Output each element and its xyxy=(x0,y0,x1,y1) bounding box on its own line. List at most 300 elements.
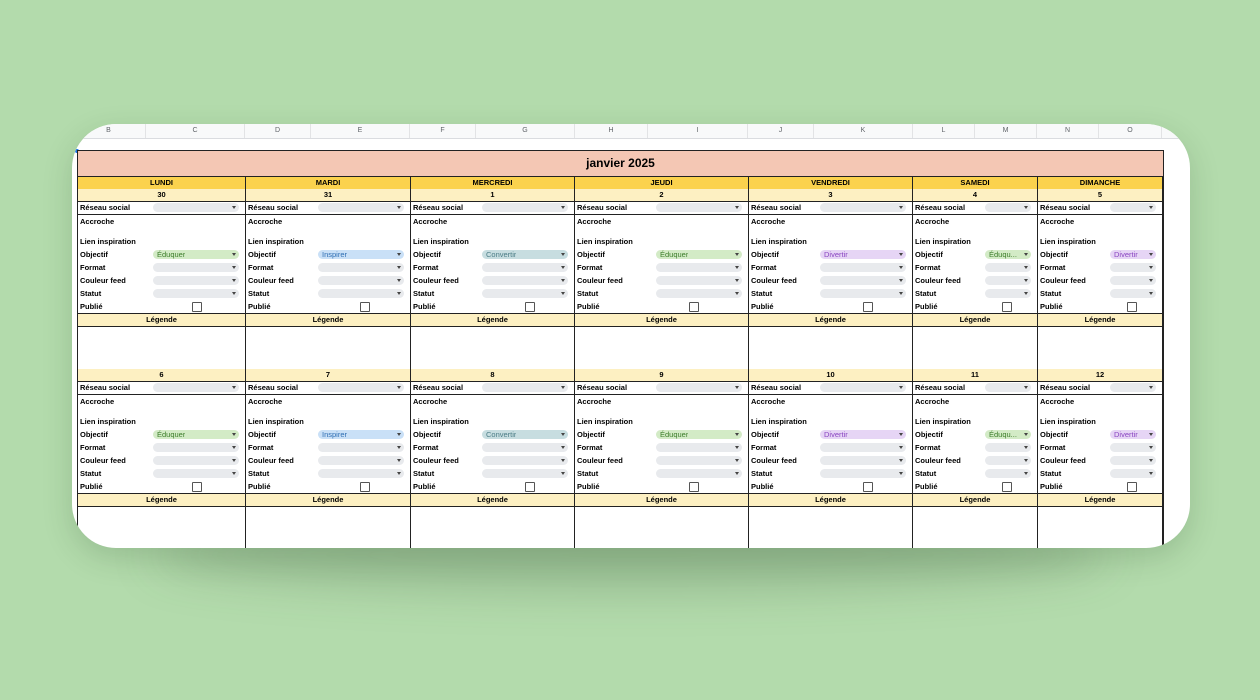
chevron-down-icon xyxy=(1024,206,1028,209)
week-2 xyxy=(78,369,1163,548)
statut-dropdown[interactable] xyxy=(985,289,1031,298)
column-header-f[interactable]: F xyxy=(410,124,476,138)
day-cell xyxy=(411,369,575,548)
couleur-dropdown[interactable] xyxy=(153,276,239,285)
objectif-dropdown[interactable] xyxy=(1110,250,1156,259)
dropdown-value: Inspirer xyxy=(322,430,348,439)
format-dropdown[interactable] xyxy=(318,263,404,272)
field-publie xyxy=(1038,480,1162,493)
reseau-dropdown[interactable] xyxy=(1110,383,1156,392)
couleur-dropdown[interactable] xyxy=(482,276,568,285)
chevron-down-icon xyxy=(1149,446,1153,449)
chevron-down-icon xyxy=(1024,446,1028,449)
field-accroche xyxy=(575,215,748,228)
chevron-down-icon xyxy=(735,446,739,449)
statut-dropdown[interactable] xyxy=(153,469,239,478)
field-label: Objectif xyxy=(80,430,108,439)
day-number: 11 xyxy=(913,369,1037,382)
day-number: 4 xyxy=(913,189,1037,202)
field-label: Objectif xyxy=(1040,250,1068,259)
couleur-dropdown[interactable] xyxy=(985,456,1031,465)
field-lien xyxy=(1038,235,1162,248)
field-lien xyxy=(1038,415,1162,428)
field-accroche xyxy=(1038,215,1162,228)
published-checkbox[interactable] xyxy=(1002,302,1012,312)
reseau-dropdown[interactable] xyxy=(318,203,404,212)
field-label: Statut xyxy=(80,289,102,298)
field-statut xyxy=(246,287,410,300)
field-label: Réseau social xyxy=(915,383,966,392)
couleur-dropdown[interactable] xyxy=(820,276,906,285)
format-dropdown[interactable] xyxy=(985,443,1031,452)
field-label: Format xyxy=(413,263,439,272)
objectif-dropdown[interactable] xyxy=(985,250,1031,259)
reseau-dropdown[interactable] xyxy=(153,383,239,392)
chevron-down-icon xyxy=(899,253,903,256)
field-objectif xyxy=(913,428,1037,441)
reseau-dropdown[interactable] xyxy=(985,383,1031,392)
chevron-down-icon xyxy=(1024,266,1028,269)
published-checkbox[interactable] xyxy=(689,302,699,312)
field-label: Lien inspiration xyxy=(915,237,971,246)
statut-dropdown[interactable] xyxy=(985,469,1031,478)
field-label: Réseau social xyxy=(80,203,131,212)
field-statut xyxy=(411,467,574,480)
day-cell xyxy=(246,369,411,548)
chevron-down-icon xyxy=(735,472,739,475)
field-statut xyxy=(913,287,1037,300)
day-number: 6 xyxy=(78,369,245,382)
day-number: 5 xyxy=(1038,189,1162,202)
field-publie xyxy=(575,300,748,313)
chevron-down-icon xyxy=(735,292,739,295)
published-checkbox[interactable] xyxy=(192,302,202,312)
day-number: 10 xyxy=(749,369,912,382)
field-couleur xyxy=(246,274,410,287)
field-lien xyxy=(78,415,245,428)
field-format xyxy=(78,261,245,274)
field-accroche xyxy=(1038,395,1162,408)
chevron-down-icon xyxy=(397,266,401,269)
legend-header: Légende xyxy=(749,493,912,507)
chevron-down-icon xyxy=(232,472,236,475)
chevron-down-icon xyxy=(232,292,236,295)
day-cell xyxy=(913,369,1038,548)
legend-header: Légende xyxy=(575,493,748,507)
field-couleur xyxy=(749,454,912,467)
published-checkbox[interactable] xyxy=(1127,482,1137,492)
field-statut xyxy=(246,467,410,480)
column-header-c[interactable]: C xyxy=(146,124,245,138)
field-label: Format xyxy=(248,263,274,272)
format-dropdown[interactable] xyxy=(656,263,742,272)
format-dropdown[interactable] xyxy=(820,263,906,272)
field-statut xyxy=(78,287,245,300)
field-accroche xyxy=(575,395,748,408)
field-label: Statut xyxy=(248,469,270,478)
day-cell xyxy=(78,189,246,371)
field-label: Lien inspiration xyxy=(413,237,469,246)
field-couleur xyxy=(575,274,748,287)
objectif-dropdown[interactable] xyxy=(985,430,1031,439)
weekday-1: LUNDI xyxy=(78,177,246,189)
day-number: 7 xyxy=(246,369,410,382)
reseau-dropdown[interactable] xyxy=(820,383,906,392)
field-reseau xyxy=(913,381,1037,395)
column-header-n[interactable]: N xyxy=(1037,124,1099,138)
field-couleur xyxy=(246,454,410,467)
day-cell xyxy=(1038,369,1163,548)
day-cell xyxy=(575,189,749,371)
field-publie xyxy=(749,300,912,313)
field-label: Accroche xyxy=(248,217,283,226)
chevron-down-icon xyxy=(735,433,739,436)
statut-dropdown[interactable] xyxy=(318,289,404,298)
field-format xyxy=(246,441,410,454)
field-label: Format xyxy=(80,443,106,452)
statut-dropdown[interactable] xyxy=(482,289,568,298)
field-objectif xyxy=(575,428,748,441)
reseau-dropdown[interactable] xyxy=(153,203,239,212)
chevron-down-icon xyxy=(1149,279,1153,282)
field-label: Statut xyxy=(1040,289,1062,298)
format-dropdown[interactable] xyxy=(820,443,906,452)
field-publie xyxy=(411,300,574,313)
dropdown-value: Inspirer xyxy=(322,250,348,259)
field-label: Lien inspiration xyxy=(577,417,633,426)
field-label: Accroche xyxy=(577,397,612,406)
field-reseau xyxy=(78,381,245,395)
field-label: Accroche xyxy=(1040,397,1075,406)
day-cell xyxy=(913,189,1038,371)
dropdown-value: Éduquer xyxy=(157,250,186,259)
field-statut xyxy=(575,467,748,480)
dropdown-value: Éduquer xyxy=(660,250,689,259)
field-lien xyxy=(246,235,410,248)
chevron-down-icon xyxy=(899,386,903,389)
field-label: Réseau social xyxy=(751,383,802,392)
field-reseau xyxy=(575,381,748,395)
field-label: Accroche xyxy=(751,397,786,406)
field-format xyxy=(749,261,912,274)
field-objectif xyxy=(1038,248,1162,261)
field-label: Publié xyxy=(1040,482,1063,491)
calendar-title: janvier 2025 xyxy=(78,151,1163,177)
column-header-e[interactable]: E xyxy=(311,124,410,138)
chevron-down-icon xyxy=(899,472,903,475)
field-label: Lien inspiration xyxy=(751,237,807,246)
field-accroche xyxy=(78,395,245,408)
couleur-dropdown[interactable] xyxy=(1110,456,1156,465)
field-label: Objectif xyxy=(577,250,605,259)
format-dropdown[interactable] xyxy=(482,263,568,272)
statut-dropdown[interactable] xyxy=(318,469,404,478)
reseau-dropdown[interactable] xyxy=(985,203,1031,212)
published-checkbox[interactable] xyxy=(1127,302,1137,312)
statut-dropdown[interactable] xyxy=(656,469,742,478)
objectif-dropdown[interactable] xyxy=(318,250,404,259)
field-label: Format xyxy=(751,443,777,452)
format-dropdown[interactable] xyxy=(656,443,742,452)
chevron-down-icon xyxy=(899,279,903,282)
field-label: Accroche xyxy=(1040,217,1075,226)
chevron-down-icon xyxy=(1149,206,1153,209)
field-format xyxy=(749,441,912,454)
field-publie xyxy=(913,300,1037,313)
couleur-dropdown[interactable] xyxy=(318,276,404,285)
objectif-dropdown[interactable] xyxy=(1110,430,1156,439)
objectif-dropdown[interactable] xyxy=(482,430,568,439)
couleur-dropdown[interactable] xyxy=(820,456,906,465)
weekday-7: DIMANCHE xyxy=(1038,177,1163,189)
column-header-k[interactable]: K xyxy=(814,124,913,138)
field-label: Publié xyxy=(751,302,774,311)
field-label: Format xyxy=(915,263,941,272)
field-couleur xyxy=(913,454,1037,467)
field-lien xyxy=(749,235,912,248)
field-label: Accroche xyxy=(80,397,115,406)
legend-header: Légende xyxy=(411,493,574,507)
column-header-j[interactable]: J xyxy=(748,124,814,138)
field-label: Couleur feed xyxy=(80,456,126,465)
dropdown-value: Éduqu... xyxy=(989,250,1017,259)
column-header-i[interactable]: I xyxy=(648,124,748,138)
statut-dropdown[interactable] xyxy=(1110,469,1156,478)
published-checkbox[interactable] xyxy=(360,482,370,492)
field-label: Publié xyxy=(413,302,436,311)
legend-header: Légende xyxy=(575,313,748,327)
statut-dropdown[interactable] xyxy=(656,289,742,298)
field-label: Statut xyxy=(413,289,435,298)
field-label: Réseau social xyxy=(1040,203,1091,212)
day-number: 30 xyxy=(78,189,245,202)
field-publie xyxy=(749,480,912,493)
field-couleur xyxy=(749,274,912,287)
chevron-down-icon xyxy=(397,206,401,209)
objectif-dropdown[interactable] xyxy=(153,430,239,439)
published-checkbox[interactable] xyxy=(1002,482,1012,492)
field-lien xyxy=(575,235,748,248)
objectif-dropdown[interactable] xyxy=(482,250,568,259)
couleur-dropdown[interactable] xyxy=(153,456,239,465)
column-header-d[interactable]: D xyxy=(245,124,311,138)
field-format xyxy=(246,261,410,274)
chevron-down-icon xyxy=(561,253,565,256)
reseau-dropdown[interactable] xyxy=(482,203,568,212)
column-header-m[interactable]: M xyxy=(975,124,1037,138)
chevron-down-icon xyxy=(561,292,565,295)
field-lien xyxy=(913,235,1037,248)
field-label: Format xyxy=(577,263,603,272)
column-header-bar xyxy=(72,124,1190,139)
day-number: 2 xyxy=(575,189,748,202)
field-accroche xyxy=(246,395,410,408)
chevron-down-icon xyxy=(561,279,565,282)
chevron-down-icon xyxy=(735,386,739,389)
field-objectif xyxy=(78,428,245,441)
field-accroche xyxy=(78,215,245,228)
dropdown-value: Divertir xyxy=(1114,250,1138,259)
couleur-dropdown[interactable] xyxy=(482,456,568,465)
field-label: Format xyxy=(248,443,274,452)
field-reseau xyxy=(1038,201,1162,215)
chevron-down-icon xyxy=(899,292,903,295)
day-cell xyxy=(749,369,913,548)
column-header-b[interactable]: B xyxy=(72,124,146,138)
field-statut xyxy=(749,287,912,300)
chevron-down-icon xyxy=(1024,472,1028,475)
objectif-dropdown[interactable] xyxy=(820,430,906,439)
column-header-g[interactable]: G xyxy=(476,124,575,138)
objectif-dropdown[interactable] xyxy=(656,250,742,259)
statut-dropdown[interactable] xyxy=(820,289,906,298)
field-label: Réseau social xyxy=(1040,383,1091,392)
dropdown-value: Divertir xyxy=(1114,430,1138,439)
column-header-l[interactable]: L xyxy=(913,124,975,138)
field-accroche xyxy=(411,215,574,228)
reseau-dropdown[interactable] xyxy=(482,383,568,392)
field-reseau xyxy=(246,381,410,395)
couleur-dropdown[interactable] xyxy=(656,456,742,465)
field-lien xyxy=(246,415,410,428)
format-dropdown[interactable] xyxy=(318,443,404,452)
published-checkbox[interactable] xyxy=(360,302,370,312)
field-label: Couleur feed xyxy=(248,456,294,465)
published-checkbox[interactable] xyxy=(525,482,535,492)
field-format xyxy=(411,441,574,454)
chevron-down-icon xyxy=(561,386,565,389)
reseau-dropdown[interactable] xyxy=(820,203,906,212)
published-checkbox[interactable] xyxy=(192,482,202,492)
calendar-grid xyxy=(77,150,1164,548)
field-label: Réseau social xyxy=(413,383,464,392)
field-objectif xyxy=(575,248,748,261)
field-reseau xyxy=(411,201,574,215)
field-label: Accroche xyxy=(915,397,950,406)
field-objectif xyxy=(246,248,410,261)
statut-dropdown[interactable] xyxy=(1110,289,1156,298)
statut-dropdown[interactable] xyxy=(482,469,568,478)
field-label: Publié xyxy=(80,302,103,311)
format-dropdown[interactable] xyxy=(482,443,568,452)
day-cell xyxy=(78,369,246,548)
field-statut xyxy=(575,287,748,300)
published-checkbox[interactable] xyxy=(863,482,873,492)
field-label: Accroche xyxy=(413,397,448,406)
couleur-dropdown[interactable] xyxy=(318,456,404,465)
field-format xyxy=(575,441,748,454)
field-label: Lien inspiration xyxy=(1040,237,1096,246)
field-label: Accroche xyxy=(751,217,786,226)
column-header-o[interactable]: O xyxy=(1099,124,1162,138)
field-label: Lien inspiration xyxy=(1040,417,1096,426)
field-label: Couleur feed xyxy=(413,456,459,465)
field-label: Objectif xyxy=(413,430,441,439)
field-label: Statut xyxy=(1040,469,1062,478)
reseau-dropdown[interactable] xyxy=(656,203,742,212)
couleur-dropdown[interactable] xyxy=(656,276,742,285)
format-dropdown[interactable] xyxy=(985,263,1031,272)
legend-header: Légende xyxy=(246,313,410,327)
field-label: Publié xyxy=(248,482,271,491)
chevron-down-icon xyxy=(735,206,739,209)
published-checkbox[interactable] xyxy=(525,302,535,312)
field-label: Couleur feed xyxy=(751,456,797,465)
field-label: Réseau social xyxy=(577,383,628,392)
field-reseau xyxy=(78,201,245,215)
field-label: Publié xyxy=(413,482,436,491)
legend-header: Légende xyxy=(246,493,410,507)
field-couleur xyxy=(1038,454,1162,467)
field-label: Couleur feed xyxy=(915,456,961,465)
day-number: 8 xyxy=(411,369,574,382)
format-dropdown[interactable] xyxy=(153,263,239,272)
objectif-dropdown[interactable] xyxy=(153,250,239,259)
field-couleur xyxy=(78,454,245,467)
format-dropdown[interactable] xyxy=(153,443,239,452)
objectif-dropdown[interactable] xyxy=(656,430,742,439)
dropdown-value: Divertir xyxy=(824,430,848,439)
field-accroche xyxy=(749,215,912,228)
field-label: Publié xyxy=(915,302,938,311)
format-dropdown[interactable] xyxy=(1110,443,1156,452)
statut-dropdown[interactable] xyxy=(153,289,239,298)
day-number: 9 xyxy=(575,369,748,382)
field-label: Couleur feed xyxy=(80,276,126,285)
field-accroche xyxy=(913,395,1037,408)
field-format xyxy=(411,261,574,274)
field-label: Couleur feed xyxy=(915,276,961,285)
reseau-dropdown[interactable] xyxy=(656,383,742,392)
reseau-dropdown[interactable] xyxy=(1110,203,1156,212)
chevron-down-icon xyxy=(1024,279,1028,282)
legend-header: Légende xyxy=(913,493,1037,507)
field-label: Objectif xyxy=(751,250,779,259)
format-dropdown[interactable] xyxy=(1110,263,1156,272)
couleur-dropdown[interactable] xyxy=(1110,276,1156,285)
field-accroche xyxy=(246,215,410,228)
field-lien xyxy=(749,415,912,428)
published-checkbox[interactable] xyxy=(863,302,873,312)
reseau-dropdown[interactable] xyxy=(318,383,404,392)
objectif-dropdown[interactable] xyxy=(820,250,906,259)
couleur-dropdown[interactable] xyxy=(985,276,1031,285)
field-format xyxy=(913,441,1037,454)
field-reseau xyxy=(575,201,748,215)
chevron-down-icon xyxy=(232,279,236,282)
objectif-dropdown[interactable] xyxy=(318,430,404,439)
chevron-down-icon xyxy=(397,472,401,475)
chevron-down-icon xyxy=(561,446,565,449)
column-header-h[interactable]: H xyxy=(575,124,648,138)
field-statut xyxy=(749,467,912,480)
field-label: Lien inspiration xyxy=(248,417,304,426)
legend-header: Légende xyxy=(1038,493,1162,507)
field-statut xyxy=(1038,467,1162,480)
chevron-down-icon xyxy=(561,266,565,269)
field-format xyxy=(1038,441,1162,454)
chevron-down-icon xyxy=(899,459,903,462)
statut-dropdown[interactable] xyxy=(820,469,906,478)
field-label: Accroche xyxy=(577,217,612,226)
week-1 xyxy=(78,189,1163,371)
field-format xyxy=(575,261,748,274)
spreadsheet-card xyxy=(72,124,1190,548)
chevron-down-icon xyxy=(397,446,401,449)
field-label: Statut xyxy=(915,289,937,298)
published-checkbox[interactable] xyxy=(689,482,699,492)
field-reseau xyxy=(749,381,912,395)
